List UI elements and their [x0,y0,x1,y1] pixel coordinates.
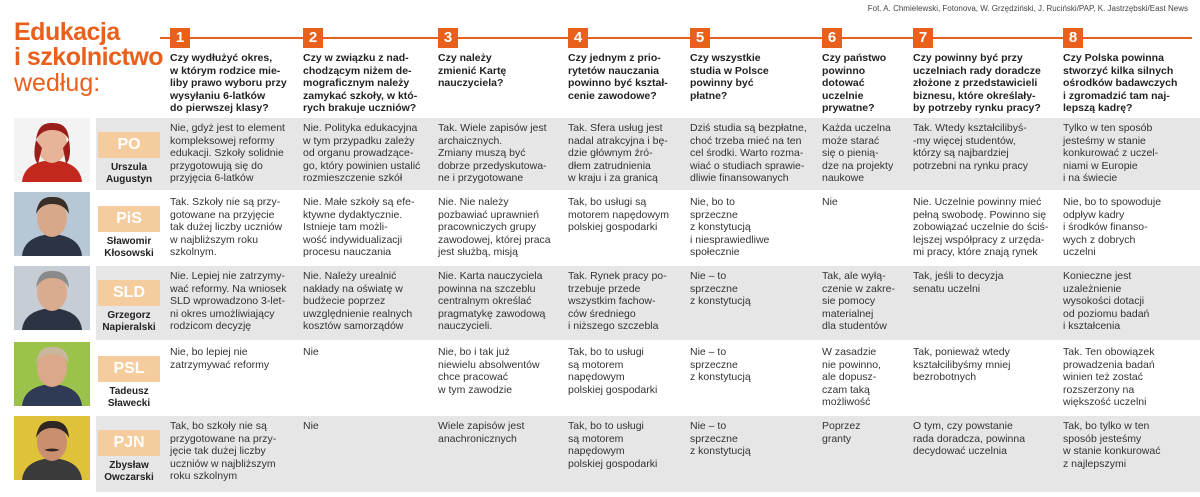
answer-cell: Nie – to sprzeczne z konstytucją [690,420,751,457]
politician-row [0,118,1200,190]
politician-name: Urszula Augustyn [105,162,153,185]
answer-cell: Tak, bo tylko w ten sposób jesteśmy w stanie konkurować z najlepszymi [1063,420,1161,470]
title-line-1: Edukacja [14,18,120,46]
photo-credits: Fot. A. Chmielewski, Fotonova, W. Grzędziński, J. Ruciński/PAP, K. Jastrzębski/East News [867,4,1188,13]
question-text: Czy wydłużyć okres, w którym rodzice mie- liby prawo wyboru przy wysyłaniu 6-latków do pierwszej klasy? [170,52,287,114]
politician-row [0,192,1200,264]
politician-name: Tadeusz Sławecki [107,386,151,409]
portrait-photo [14,266,90,340]
question-number: 6 [822,28,842,48]
answer-cell: Dziś studia są bezpłatne, choć trzeba mieć na ten cel środki. Warto rozma- wiać o studiach sprawie- dliwie finansowanych [690,122,807,184]
title-line-2: i szkolnictwo [14,43,164,71]
answer-cell: Tak, jeśli to decyzja senatu uczelni [913,270,1004,295]
question-text: Czy wszystkie studia w Polsce powinny być płatne? [690,52,769,102]
answer-cell: Tak, bo szkoły nie są przygotowane na przy- jęcie tak dużej liczby uczniów w najbliższym roku szkolnym [170,420,277,482]
answer-cell: Tak. Rynek pracy po- trzebuje przede wszystkim fachow- ców średniego i niższego szczebla [568,270,667,332]
party-badge: PiS [98,206,160,232]
answer-cell: Tak, ale wyłą- czenie w zakre- sie pomocy materialnej dla studentów [822,270,895,332]
politician-name: Grzegorz Napieralski [102,310,156,333]
question-number: 2 [303,28,323,48]
question-text: Czy należy zmienić Kartę nauczyciela? [438,52,507,89]
question-text: Czy państwo powinno dotować uczelnie prywatne? [822,52,887,114]
portrait-photo [14,118,90,190]
answer-cell: Tak. Szkoły nie są przy- gotowane na przyjęcie tak dużej liczby uczniów w najbliższym roku szkolnym. [170,196,283,258]
answer-cell: Nie. Lepiej nie zatrzymy- wać reformy. Na wniosek SLD wprowadzono 3-let- ni okres umożliwiający rodzicom decyzję [170,270,287,332]
answer-cell: Nie. Polityka edukacyjna w tym przypadku zależy od organu prowadzące- go, który powinien ustalić rozmieszczenie szkół [303,122,421,184]
answer-cell: W zasadzie nie powinno, ale dopusz- czam taką możliwość [822,346,881,408]
answer-cell: O tym, czy powstanie rada doradcza, powinna decydować uczelnia [913,420,1026,457]
answer-cell: Nie. Nie należy pozbawiać uprawnień pracowniczych grupy zawodowej, której praca jest służbą, misją [438,196,551,258]
answer-cell: Tak, bo to usługi są motorem napędowym polskiej gospodarki [568,346,658,396]
politician-row [0,266,1200,340]
answer-cell: Nie, bo i tak już niewielu absolwentów chce pracować w tym zawodzie [438,346,540,396]
answer-cell: Konieczne jest uzależnienie wysokości dotacji od poziomu badań i kształcenia [1063,270,1150,332]
party-badge: PJN [98,430,160,456]
question-text: Czy powinny być przy uczelniach rady doradcze złożone z przedstawicieli biznesu, które określały- by potrzeby rynku pracy? [913,52,1041,114]
answer-cell: Tak, bo usługi są motorem napędowym polskiej gospodarki [568,196,669,233]
answer-cell: Nie, gdyż jest to element kompleksowej reformy edukacji. Szkoły solidnie przygotowują się do przyjęcia 6-latków [170,122,285,184]
answer-cell: Poprzez granty [822,420,861,445]
politician-name: Zbysław Owczarski [104,460,154,483]
question-number: 3 [438,28,458,48]
answer-cell: Nie [822,196,838,208]
answer-cell: Nie [303,420,319,432]
question-text: Czy w związku z nad- chodzącym niżem de- mograficznym należy zamykać szkoły, w któ- rych brakuje uczniów? [303,52,418,114]
answer-cell: Nie – to sprzeczne z konstytucją [690,346,751,383]
question-number: 8 [1063,28,1083,48]
answer-cell: Tak, bo to usługi są motorem napędowym polskiej gospodarki [568,420,658,470]
question-text: Czy jednym z prio- rytetów nauczania powinno być kształ- cenie zawodowe? [568,52,668,102]
answer-cell: Nie, bo lepiej nie zatrzymywać reformy [170,346,270,371]
question-number: 1 [170,28,190,48]
answer-cell: Nie. Małe szkoły są efe- ktywne dydaktycznie. Istnieje tam możli- wość indywidualizacji procesu nauczania [303,196,415,258]
question-number: 7 [913,28,933,48]
answer-cell: Tylko w ten sposób jesteśmy w stanie konkurować z uczel- niami w Europie i na świecie [1063,122,1159,184]
answer-cell: Nie, bo to sprzeczne z konstytucją i niesprawiedliwe społecznie [690,196,770,258]
answer-cell: Nie, bo to spowoduje odpływ kadry i środków finanso- wych z dobrych uczelni [1063,196,1162,258]
answer-cell: Tak. Ten obowiązek prowadzenia badań winien też zostać rozszerzony na większość uczelni [1063,346,1155,408]
politician-row [0,342,1200,414]
politician-name: Sławomir Kłosowski [104,236,154,259]
answer-cell: Nie. Karta nauczyciela powinna na szczeblu centralnym określać pragmatykę zawodową nauczycieli. [438,270,546,332]
question-text: Czy Polska powinna stworzyć kilka silnych ośrodków badawczych i zgromadzić tam naj- lepszą kadrę? [1063,52,1178,114]
party-badge: SLD [98,280,160,306]
party-badge: PO [98,132,160,158]
answer-cell: Tak, ponieważ wtedy kształcilibyśmy mniej bezrobotnych [913,346,1011,383]
portrait-photo [14,416,90,492]
answer-cell: Każda uczelna może starać się o pienią- dze na projekty naukowe [822,122,894,184]
infographic-title [14,20,164,97]
politician-row [0,416,1200,492]
answer-cell: Tak. Wtedy kształcilibyś- -my więcej studentów, którzy są najbardziej potrzebni na rynku pracy [913,122,1028,172]
portrait-photo [14,192,90,264]
answer-cell: Tak. Sfera usług jest nadal atrakcyjna i bę- dzie głównym źró- dłem zatrudnienia w kraju i za granicą [568,122,668,184]
question-number: 4 [568,28,588,48]
answer-cell: Wiele zapisów jest anachronicznych [438,420,525,445]
party-badge: PSL [98,356,160,382]
answer-cell: Nie. Należy urealnić nakłady na oświatę w budżecie poprzez uwzględnienie realnych kosztów samorządów [303,270,413,332]
answer-cell: Nie [303,346,319,358]
question-number: 5 [690,28,710,48]
portrait-photo [14,342,90,414]
answer-cell: Nie – to sprzeczne z konstytucją [690,270,751,307]
answer-cell: Nie. Uczelnie powinny mieć pełną swobodę. Powinno się zobowiązać uczelnie do ściś- lejszej współpracy z urzęda- mi pracy, które znają rynek [913,196,1049,258]
answer-cell: Tak. Wiele zapisów jest archaicznych. Zmiany muszą być dobrze przedyskutowa- ne i przygotowane [438,122,547,184]
title-line-3: według: [14,69,101,97]
